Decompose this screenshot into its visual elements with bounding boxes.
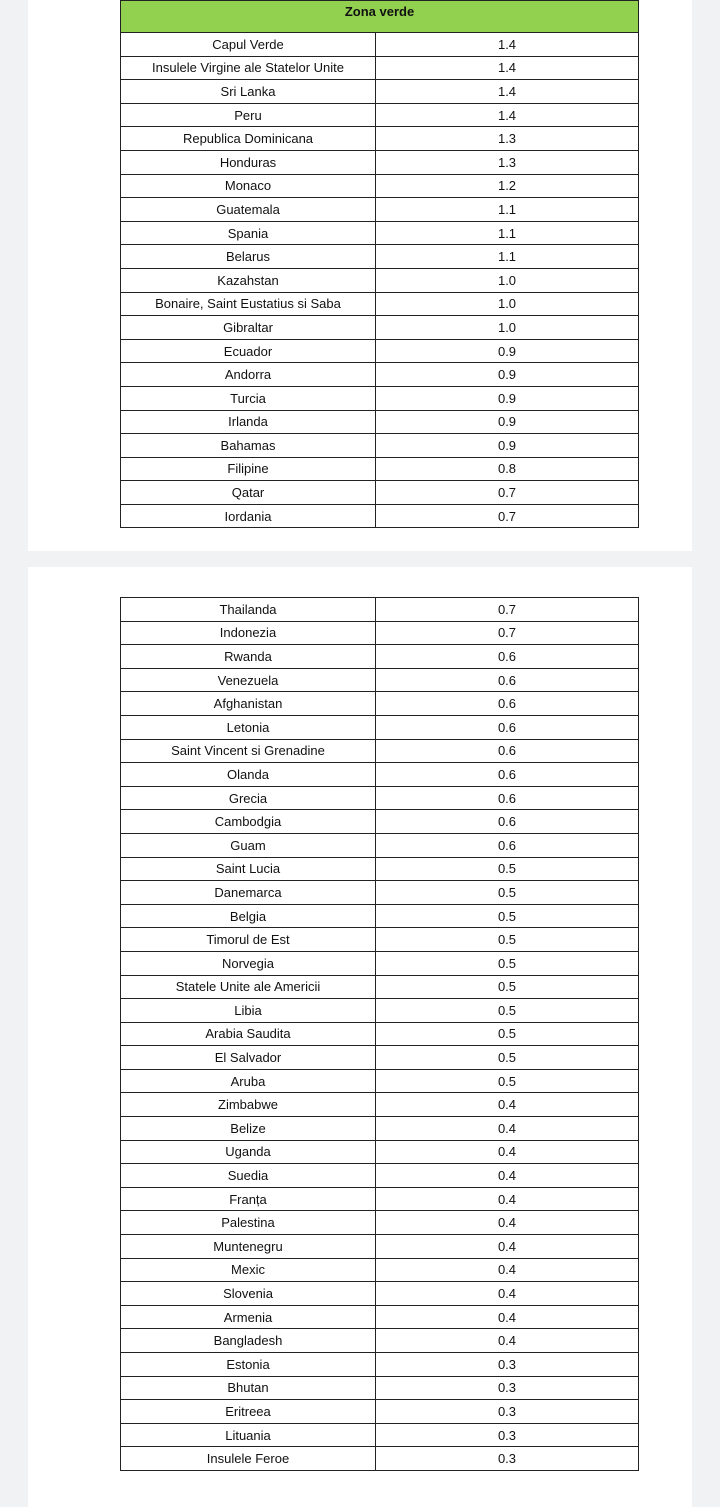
table-row xyxy=(121,1046,639,1070)
value-cell: 1.2 xyxy=(376,174,639,198)
table-row xyxy=(121,598,639,622)
country-cell: Republica Dominicana xyxy=(121,127,376,151)
table-row xyxy=(121,127,639,151)
table-row xyxy=(121,1235,639,1259)
value-cell: 0.9 xyxy=(376,363,639,387)
value-cell: 0.4 xyxy=(376,1164,639,1188)
value-cell: 0.4 xyxy=(376,1211,639,1235)
table-body xyxy=(121,33,639,528)
value-cell: 0.3 xyxy=(376,1400,639,1424)
country-cell: Rwanda xyxy=(121,645,376,669)
table-row xyxy=(121,1022,639,1046)
country-cell: Kazahstan xyxy=(121,268,376,292)
country-cell: Danemarca xyxy=(121,881,376,905)
country-cell: Zimbabwe xyxy=(121,1093,376,1117)
country-cell: Mexic xyxy=(121,1258,376,1282)
table-row xyxy=(121,1400,639,1424)
table-row xyxy=(121,410,639,434)
value-cell: 0.4 xyxy=(376,1140,639,1164)
table-row xyxy=(121,763,639,787)
table-row xyxy=(121,1187,639,1211)
country-cell: Afghanistan xyxy=(121,692,376,716)
table-row xyxy=(121,833,639,857)
table-row xyxy=(121,1069,639,1093)
value-cell: 1.1 xyxy=(376,221,639,245)
table-row xyxy=(121,810,639,834)
value-cell: 0.5 xyxy=(376,928,639,952)
value-cell: 1.1 xyxy=(376,245,639,269)
table-row xyxy=(121,386,639,410)
value-cell: 0.4 xyxy=(376,1093,639,1117)
value-cell: 0.8 xyxy=(376,457,639,481)
value-cell: 0.7 xyxy=(376,504,639,528)
country-cell: Insulele Feroe xyxy=(121,1447,376,1471)
country-cell: Muntenegru xyxy=(121,1235,376,1259)
country-cell: Armenia xyxy=(121,1305,376,1329)
table-row xyxy=(121,739,639,763)
table-row xyxy=(121,363,639,387)
value-cell: 0.5 xyxy=(376,1022,639,1046)
value-cell: 0.4 xyxy=(376,1282,639,1306)
value-cell: 0.6 xyxy=(376,645,639,669)
table-row xyxy=(121,434,639,458)
country-cell: Bahamas xyxy=(121,434,376,458)
value-cell: 1.0 xyxy=(376,316,639,340)
document-page-1 xyxy=(28,0,692,551)
country-cell: Palestina xyxy=(121,1211,376,1235)
table-row xyxy=(121,1258,639,1282)
country-cell: Peru xyxy=(121,103,376,127)
value-cell: 0.5 xyxy=(376,975,639,999)
value-cell: 1.3 xyxy=(376,150,639,174)
country-cell: Insulele Virgine ale Statelor Unite xyxy=(121,56,376,80)
table-row xyxy=(121,504,639,528)
value-cell: 1.4 xyxy=(376,33,639,57)
table-body xyxy=(121,598,639,1471)
country-cell: Bhutan xyxy=(121,1376,376,1400)
value-cell: 0.6 xyxy=(376,692,639,716)
table-row xyxy=(121,56,639,80)
table-row xyxy=(121,316,639,340)
country-cell: Eritreea xyxy=(121,1400,376,1424)
value-cell: 0.5 xyxy=(376,951,639,975)
table-row xyxy=(121,1117,639,1141)
country-cell: Qatar xyxy=(121,481,376,505)
table-row xyxy=(121,457,639,481)
table-row xyxy=(121,1353,639,1377)
country-cell: Olanda xyxy=(121,763,376,787)
value-cell: 0.5 xyxy=(376,1046,639,1070)
country-cell: Timorul de Est xyxy=(121,928,376,952)
country-cell: Belgia xyxy=(121,904,376,928)
value-cell: 0.4 xyxy=(376,1117,639,1141)
value-cell: 0.3 xyxy=(376,1423,639,1447)
country-cell: Lituania xyxy=(121,1423,376,1447)
table-row xyxy=(121,1376,639,1400)
value-cell: 1.0 xyxy=(376,292,639,316)
value-cell: 1.4 xyxy=(376,56,639,80)
country-cell: Arabia Saudita xyxy=(121,1022,376,1046)
table-row xyxy=(121,928,639,952)
table-row xyxy=(121,881,639,905)
country-cell: Guatemala xyxy=(121,198,376,222)
table-row xyxy=(121,1211,639,1235)
table-row xyxy=(121,786,639,810)
value-cell: 1.3 xyxy=(376,127,639,151)
green-zone-table-continued xyxy=(120,597,639,1471)
country-cell: Guam xyxy=(121,833,376,857)
value-cell: 0.5 xyxy=(376,1069,639,1093)
table-row xyxy=(121,857,639,881)
value-cell: 0.5 xyxy=(376,999,639,1023)
value-cell: 0.6 xyxy=(376,715,639,739)
country-cell: Sri Lanka xyxy=(121,80,376,104)
value-cell: 0.6 xyxy=(376,739,639,763)
value-cell: 1.0 xyxy=(376,268,639,292)
table-row xyxy=(121,645,639,669)
table-row xyxy=(121,481,639,505)
value-cell: 0.4 xyxy=(376,1258,639,1282)
country-cell: Filipine xyxy=(121,457,376,481)
country-cell: Spania xyxy=(121,221,376,245)
table-row xyxy=(121,715,639,739)
table-title: Zona verde xyxy=(121,1,639,33)
table-row xyxy=(121,1140,639,1164)
value-cell: 0.6 xyxy=(376,786,639,810)
value-cell: 0.7 xyxy=(376,621,639,645)
country-cell: El Salvador xyxy=(121,1046,376,1070)
table-row xyxy=(121,221,639,245)
table-row xyxy=(121,198,639,222)
country-cell: Indonezia xyxy=(121,621,376,645)
country-cell: Slovenia xyxy=(121,1282,376,1306)
table-row xyxy=(121,621,639,645)
value-cell: 0.9 xyxy=(376,410,639,434)
country-cell: Aruba xyxy=(121,1069,376,1093)
table-row xyxy=(121,245,639,269)
table-row xyxy=(121,1164,639,1188)
document-page-2 xyxy=(28,567,692,1507)
country-cell: Honduras xyxy=(121,150,376,174)
value-cell: 0.4 xyxy=(376,1305,639,1329)
table-row xyxy=(121,999,639,1023)
country-cell: Norvegia xyxy=(121,951,376,975)
table-row xyxy=(121,1329,639,1353)
value-cell: 1.4 xyxy=(376,103,639,127)
country-cell: Saint Vincent si Grenadine xyxy=(121,739,376,763)
country-cell: Bangladesh xyxy=(121,1329,376,1353)
country-cell: Saint Lucia xyxy=(121,857,376,881)
value-cell: 0.4 xyxy=(376,1329,639,1353)
value-cell: 0.9 xyxy=(376,339,639,363)
table-row xyxy=(121,951,639,975)
country-cell: Bonaire, Saint Eustatius si Saba xyxy=(121,292,376,316)
table-row xyxy=(121,668,639,692)
value-cell: 0.5 xyxy=(376,857,639,881)
country-cell: Turcia xyxy=(121,386,376,410)
country-cell: Andorra xyxy=(121,363,376,387)
table-row xyxy=(121,692,639,716)
value-cell: 0.5 xyxy=(376,881,639,905)
country-cell: Suedia xyxy=(121,1164,376,1188)
table-row xyxy=(121,150,639,174)
table-row xyxy=(121,292,639,316)
value-cell: 0.3 xyxy=(376,1353,639,1377)
table-row xyxy=(121,268,639,292)
value-cell: 1.4 xyxy=(376,80,639,104)
country-cell: Irlanda xyxy=(121,410,376,434)
value-cell: 0.7 xyxy=(376,598,639,622)
country-cell: Statele Unite ale Americii xyxy=(121,975,376,999)
value-cell: 0.9 xyxy=(376,434,639,458)
table-row xyxy=(121,103,639,127)
value-cell: 0.5 xyxy=(376,904,639,928)
country-cell: Cambodgia xyxy=(121,810,376,834)
value-cell: 0.6 xyxy=(376,810,639,834)
country-cell: Monaco xyxy=(121,174,376,198)
table-row xyxy=(121,33,639,57)
country-cell: Belize xyxy=(121,1117,376,1141)
country-cell: Letonia xyxy=(121,715,376,739)
country-cell: Libia xyxy=(121,999,376,1023)
country-cell: Ecuador xyxy=(121,339,376,363)
value-cell: 0.6 xyxy=(376,763,639,787)
table-row xyxy=(121,975,639,999)
value-cell: 0.4 xyxy=(376,1187,639,1211)
table-row xyxy=(121,904,639,928)
country-cell: Franța xyxy=(121,1187,376,1211)
value-cell: 0.6 xyxy=(376,668,639,692)
table-row xyxy=(121,339,639,363)
table-row xyxy=(121,1305,639,1329)
value-cell: 0.6 xyxy=(376,833,639,857)
value-cell: 0.7 xyxy=(376,481,639,505)
value-cell: 1.1 xyxy=(376,198,639,222)
country-cell: Belarus xyxy=(121,245,376,269)
value-cell: 0.4 xyxy=(376,1235,639,1259)
country-cell: Thailanda xyxy=(121,598,376,622)
country-cell: Grecia xyxy=(121,786,376,810)
value-cell: 0.3 xyxy=(376,1376,639,1400)
table-row xyxy=(121,1282,639,1306)
country-cell: Iordania xyxy=(121,504,376,528)
table-row xyxy=(121,1423,639,1447)
value-cell: 0.3 xyxy=(376,1447,639,1471)
green-zone-table xyxy=(120,0,639,528)
table-row xyxy=(121,174,639,198)
country-cell: Gibraltar xyxy=(121,316,376,340)
country-cell: Estonia xyxy=(121,1353,376,1377)
table-header-row xyxy=(121,1,639,33)
country-cell: Uganda xyxy=(121,1140,376,1164)
table-row xyxy=(121,80,639,104)
country-cell: Capul Verde xyxy=(121,33,376,57)
value-cell: 0.9 xyxy=(376,386,639,410)
table-row xyxy=(121,1093,639,1117)
country-cell: Venezuela xyxy=(121,668,376,692)
table-row xyxy=(121,1447,639,1471)
